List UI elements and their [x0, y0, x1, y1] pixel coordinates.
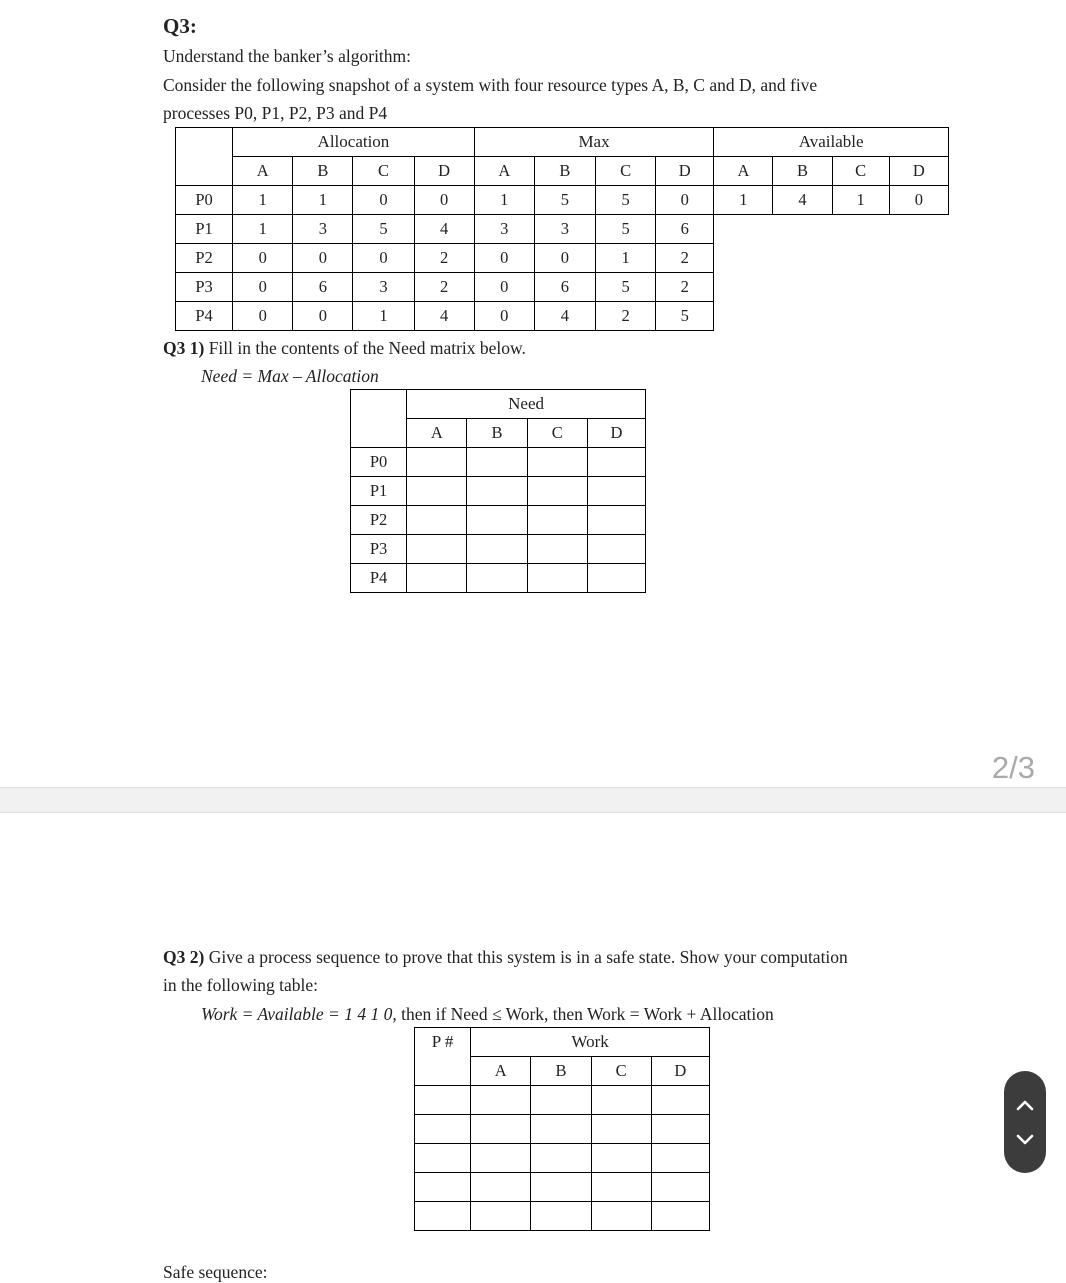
question-title: Q3: — [163, 14, 197, 38]
work-cell[interactable] — [531, 1202, 591, 1231]
work-cell[interactable] — [415, 1202, 471, 1231]
alloc-cell: 1 — [293, 186, 353, 215]
safe-sequence-label: Safe sequence: — [163, 1262, 268, 1282]
max-cell: 6 — [656, 215, 714, 244]
alloc-cell: 3 — [293, 215, 353, 244]
alloc-cell: 1 — [353, 302, 414, 331]
work-col-header: C — [591, 1057, 651, 1086]
allocation-header: Allocation — [233, 128, 475, 157]
available-cell: 4 — [773, 186, 832, 215]
q2-text: Give a process sequence to prove that this system is in a safe state. Show your computation — [204, 947, 848, 967]
alloc-cell: 4 — [414, 215, 474, 244]
available-cell: 1 — [832, 186, 889, 215]
alloc-cell: 0 — [353, 186, 414, 215]
need-cell[interactable] — [407, 448, 467, 477]
process-label: P0 — [351, 448, 407, 477]
need-cell[interactable] — [407, 535, 467, 564]
process-label: P0 — [176, 186, 233, 215]
work-cell[interactable] — [591, 1202, 651, 1231]
work-cell[interactable] — [531, 1144, 591, 1173]
table-row — [176, 186, 949, 215]
max-header: Max — [474, 128, 714, 157]
intro-text: Understand the banker’s algorithm: — [163, 46, 412, 66]
work-cell[interactable] — [471, 1173, 531, 1202]
alloc-cell: 0 — [233, 273, 293, 302]
need-cell[interactable] — [587, 535, 645, 564]
table-row — [415, 1173, 710, 1202]
max-cell: 5 — [596, 215, 656, 244]
table-row — [176, 215, 949, 244]
table-row — [351, 506, 646, 535]
available-col-header: C — [832, 157, 889, 186]
alloc-cell: 6 — [293, 273, 353, 302]
description-line-2: processes P0, P1, P2, P3 and P4 — [163, 103, 388, 123]
work-cell[interactable] — [471, 1115, 531, 1144]
work-cell[interactable] — [651, 1115, 709, 1144]
snapshot-table — [175, 127, 949, 331]
next-page-button[interactable] — [1004, 1114, 1046, 1165]
need-cell[interactable] — [407, 477, 467, 506]
work-cell[interactable] — [651, 1144, 709, 1173]
work-header: Work — [471, 1028, 710, 1057]
need-cell[interactable] — [527, 506, 587, 535]
need-cell[interactable] — [587, 448, 645, 477]
max-cell: 2 — [656, 244, 714, 273]
max-col-header: C — [596, 157, 656, 186]
max-cell: 1 — [474, 186, 534, 215]
available-col-header: A — [714, 157, 773, 186]
process-label: P4 — [176, 302, 233, 331]
table-row — [351, 448, 646, 477]
table-row — [415, 1086, 710, 1115]
q1-label: Q3 1) — [163, 338, 205, 358]
work-cell[interactable] — [591, 1144, 651, 1173]
work-table — [414, 1027, 710, 1231]
corner-cell — [351, 390, 407, 448]
need-cell[interactable] — [587, 564, 645, 593]
max-cell: 5 — [656, 302, 714, 331]
need-cell[interactable] — [467, 564, 527, 593]
q2-prompt-line-2: in the following table: — [163, 975, 319, 995]
available-cell: 1 — [714, 186, 773, 215]
max-cell: 0 — [474, 244, 534, 273]
need-cell[interactable] — [467, 535, 527, 564]
alloc-cell: 0 — [414, 186, 474, 215]
max-cell: 0 — [534, 244, 595, 273]
work-cell[interactable] — [531, 1173, 591, 1202]
need-cell[interactable] — [467, 448, 527, 477]
alloc-cell: 4 — [414, 302, 474, 331]
work-cell[interactable] — [471, 1202, 531, 1231]
q1-text: Fill in the contents of the Need matrix below. — [204, 338, 526, 358]
max-cell: 3 — [474, 215, 534, 244]
max-cell: 1 — [596, 244, 656, 273]
chevron-down-icon — [1016, 1134, 1034, 1146]
max-cell: 3 — [534, 215, 595, 244]
process-label: P1 — [176, 215, 233, 244]
work-formula-rest: then if Need ≤ Work, then Work = Work + Allocation — [396, 1004, 774, 1024]
work-cell[interactable] — [591, 1086, 651, 1115]
need-cell[interactable] — [527, 448, 587, 477]
alloc-cell: 0 — [293, 302, 353, 331]
work-cell[interactable] — [651, 1173, 709, 1202]
page-indicator: 2/3 — [991, 750, 1035, 785]
max-col-header: B — [534, 157, 595, 186]
alloc-cell: 0 — [233, 302, 293, 331]
alloc-cell: 1 — [233, 215, 293, 244]
work-cell[interactable] — [651, 1086, 709, 1115]
work-col-header: B — [531, 1057, 591, 1086]
need-col-header: C — [527, 419, 587, 448]
alloc-cell: 5 — [353, 215, 414, 244]
work-formula-italic: Work = Available = 1 4 1 0, — [201, 1004, 397, 1024]
table-row — [415, 1144, 710, 1173]
alloc-col-header: B — [293, 157, 353, 186]
max-col-header: A — [474, 157, 534, 186]
alloc-col-header: C — [353, 157, 414, 186]
need-cell[interactable] — [587, 506, 645, 535]
alloc-cell: 2 — [414, 273, 474, 302]
work-cell[interactable] — [531, 1115, 591, 1144]
table-row — [351, 564, 646, 593]
process-label: P2 — [176, 244, 233, 273]
need-cell[interactable] — [527, 477, 587, 506]
available-col-header: D — [889, 157, 948, 186]
need-cell[interactable] — [407, 564, 467, 593]
available-header: Available — [714, 128, 949, 157]
work-col-header: A — [471, 1057, 531, 1086]
max-cell: 5 — [534, 186, 595, 215]
description-line-1: Consider the following snapshot of a system with four resource types A, B, C and D, and five — [163, 75, 818, 95]
need-cell[interactable] — [467, 477, 527, 506]
q2-label: Q3 2) — [163, 947, 205, 967]
work-cell[interactable] — [415, 1086, 471, 1115]
work-formula — [201, 1004, 774, 1025]
work-cell[interactable] — [415, 1115, 471, 1144]
available-col-header: B — [773, 157, 832, 186]
max-cell: 0 — [474, 302, 534, 331]
alloc-cell: 1 — [233, 186, 293, 215]
need-header: Need — [407, 390, 646, 419]
need-formula: Need = Max – Allocation — [201, 366, 379, 386]
alloc-col-header: A — [233, 157, 293, 186]
table-row — [415, 1115, 710, 1144]
alloc-cell: 0 — [233, 244, 293, 273]
max-cell: 0 — [656, 186, 714, 215]
max-cell: 0 — [474, 273, 534, 302]
max-cell: 5 — [596, 186, 656, 215]
work-cell[interactable] — [531, 1086, 591, 1115]
table-row — [351, 477, 646, 506]
available-cell: 0 — [889, 186, 948, 215]
need-cell[interactable] — [527, 535, 587, 564]
process-label: P2 — [351, 506, 407, 535]
work-cell[interactable] — [471, 1144, 531, 1173]
page-divider — [0, 787, 1066, 813]
q2-prompt-line-1 — [163, 947, 848, 968]
alloc-cell: 0 — [353, 244, 414, 273]
max-cell: 2 — [656, 273, 714, 302]
page-nav-control — [1004, 1071, 1046, 1173]
max-col-header: D — [656, 157, 714, 186]
work-cell[interactable] — [471, 1086, 531, 1115]
process-label: P4 — [351, 564, 407, 593]
need-cell[interactable] — [467, 506, 527, 535]
max-cell: 4 — [534, 302, 595, 331]
q1-prompt — [163, 338, 526, 359]
work-cell[interactable] — [415, 1144, 471, 1173]
max-cell: 5 — [596, 273, 656, 302]
alloc-cell: 2 — [414, 244, 474, 273]
corner-cell — [176, 128, 233, 186]
process-label: P3 — [176, 273, 233, 302]
max-cell: 2 — [596, 302, 656, 331]
need-cell[interactable] — [587, 477, 645, 506]
chevron-up-icon — [1016, 1099, 1034, 1111]
need-table — [350, 389, 646, 593]
blank-area — [714, 215, 949, 331]
need-col-header: B — [467, 419, 527, 448]
work-cell[interactable] — [591, 1173, 651, 1202]
need-cell[interactable] — [527, 564, 587, 593]
process-label: P1 — [351, 477, 407, 506]
alloc-col-header: D — [414, 157, 474, 186]
alloc-cell: 3 — [353, 273, 414, 302]
max-cell: 6 — [534, 273, 595, 302]
need-col-header: A — [407, 419, 467, 448]
table-row — [415, 1202, 710, 1231]
need-cell[interactable] — [407, 506, 467, 535]
work-col-header: D — [651, 1057, 709, 1086]
p-number-header: P # — [415, 1028, 471, 1086]
work-cell[interactable] — [591, 1115, 651, 1144]
work-cell[interactable] — [651, 1202, 709, 1231]
work-cell[interactable] — [415, 1173, 471, 1202]
process-label: P3 — [351, 535, 407, 564]
table-row — [351, 535, 646, 564]
alloc-cell: 0 — [293, 244, 353, 273]
need-col-header: D — [587, 419, 645, 448]
